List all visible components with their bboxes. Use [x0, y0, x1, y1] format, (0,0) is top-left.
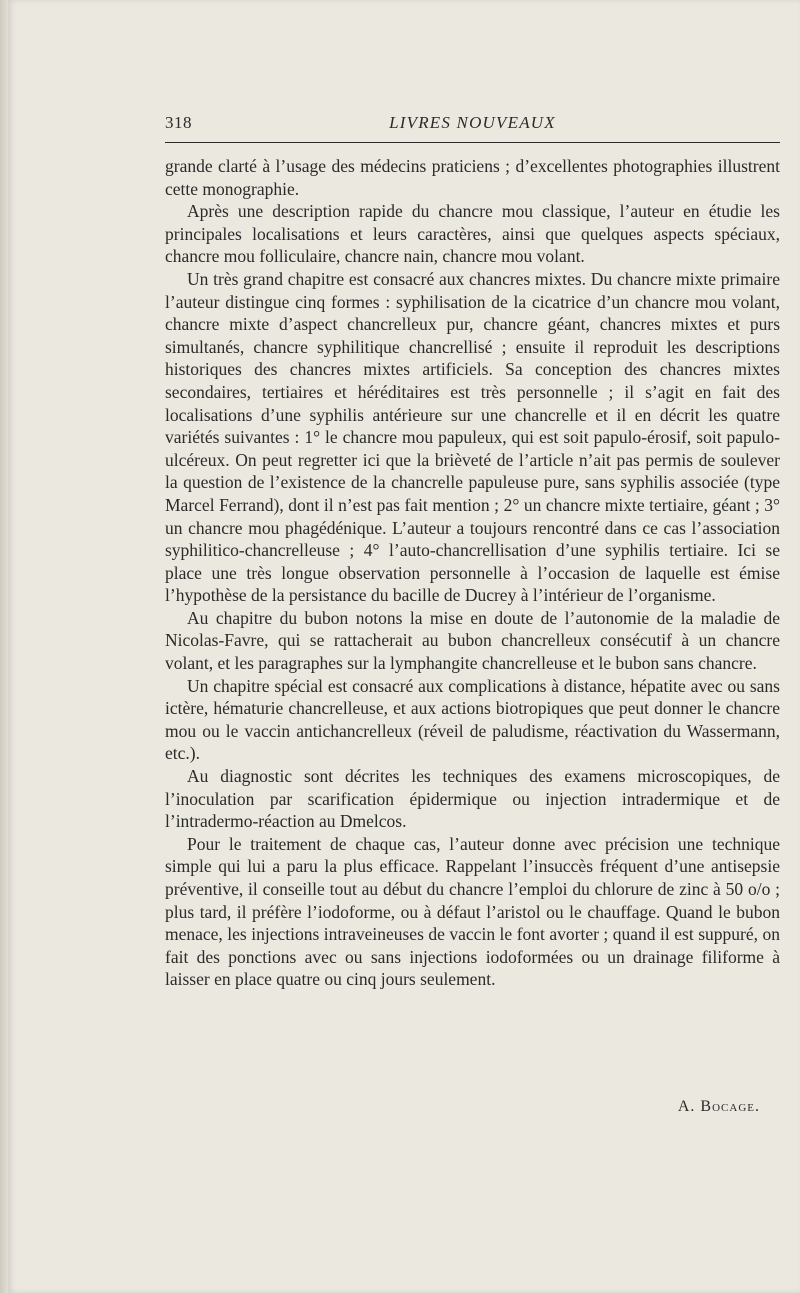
paragraph-mixed-chancres: Un très grand chapitre est consacré aux chancres mixtes. Du chancre mixte primaire l’auteur distingue cinq formes : syphilisation de la cicatrice d’un chancre mou volant, chancre mixte d’aspect chancrelleux pur, chancre géant, chancres mixtes et purs simultanés, chancre syphilitique chancrellisé ; ensuite il reproduit les descriptions historiques des chancres mixtes artificiels. Sa conception des chancres mixtes secondaires, tertiaires et héréditaires est très personnelle ; il s’agit en fait des localisations d’une syphilis antérieure sur une chancrelle et il en décrit les quatre variétés suivantes : 1° le chancre mou papuleux, qui est soit papulo-érosif, soit papulo-ulcéreux. On peut regretter ici que la brièveté de l’article n’ait pas permis de soulever la question de l’existence de la chancrelle papuleuse pure, sans syphilis associée (type Marcel Ferrand), dont il n’est pas fait mention ; 2° un chancre mixte tertiaire, géant ; 3° un chancre mou phagédénique. L’auteur a toujours rencontré dans ce cas l’association syphilitico-chancrelleuse ; 4° l’auto-chancrellisation d’une syphilis tertiaire. Ici se place une très longue observation personnelle à l’occasion de laquelle est émise l’hypothèse de la persistance du bacille de Ducrey à l’intérieur de l’organisme. [165, 268, 780, 606]
running-title: LIVRES NOUVEAUX [389, 113, 556, 132]
book-spine-edge [0, 0, 8, 1293]
page-number: 318 [165, 113, 192, 132]
paragraph-bubon: Au chapitre du bubon notons la mise en doute de l’autonomie de la maladie de Nicolas-Favre, qui se rattacherait au bubon chancrelleux consécutif à un chancre volant, et les paragraphes sur la lymphangite chancrelleuse et le bubon sans chancre. [165, 607, 780, 674]
paragraph-treatment: Pour le traitement de chaque cas, l’auteur donne avec précision une technique simple qui lui a paru la plus efficace. Rappelant l’insuccès fréquent d’une antisepsie préventive, il conseille tout au début du chancre l’emploi du chlorure de zinc à 50 o/o ; plus tard, il préfère l’iodoforme, ou à défaut l’aristol ou le chauffage. Quand le bubon menace, les injections intraveineuses de vaccin le font avorter ; quand il est suppuré, on fait des ponctions avec ou sans injections iodoformées ou un drainage filiforme à laisser en place quatre ou cinq jours seulement. [165, 833, 780, 990]
paragraph-description: Après une description rapide du chancre mou classique, l’auteur en étudie les principales localisations et leurs caractères, ainsi que quelques aspects spéciaux, chancre mou folliculaire, chancre nain, chancre mou volant. [165, 201, 780, 267]
paragraph-complications: Un chapitre spécial est consacré aux complications à distance, hépatite avec ou sans ictère, hématurie chancrelleuse, et aux actions biotropiques que peut donner le chancre mou ou le vaccin antichancrelleux (réveil de paludisme, réactivation du Wassermann, etc.). [165, 675, 780, 764]
header-rule [165, 142, 780, 143]
page-header [165, 113, 780, 139]
body-text [165, 155, 780, 991]
paragraph-continuation: grande clarté à l’usage des médecins praticiens ; d’excellentes photographies illustrent cette monographie. [165, 156, 780, 199]
paragraph-diagnosis: Au diagnostic sont décrites les techniques des examens microscopiques, de l’inoculation par scarification épidermique ou injection intradermique et de l’intradermo-réaction au Dmelcos. [165, 766, 780, 832]
author-signature: A. Bocage. [677, 1098, 760, 1115]
